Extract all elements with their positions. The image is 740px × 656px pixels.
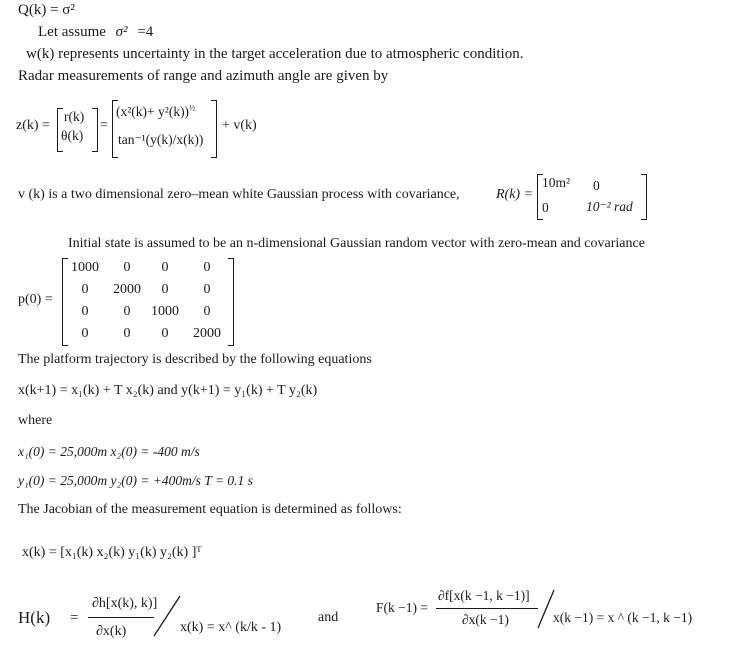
f-evaluation-point: x(k −1) = x ^ (k −1, k −1) — [553, 610, 693, 625]
f-denominator: ∂x(k −1) — [462, 612, 509, 627]
assume-line — [38, 24, 153, 41]
p0-cell: 0 — [123, 326, 131, 341]
p0-cell: 0 — [123, 260, 131, 275]
z-atan-expression: tan⁻¹(y(k)/x(k)) — [118, 132, 204, 147]
initial-state-description: Initial state is assumed to be an n-dimensional Gaussian random vector with zero-mean and covariance — [68, 236, 645, 251]
z-rhs-right-bracket — [211, 100, 217, 158]
p0-cell: 0 — [203, 260, 211, 275]
f-numerator: ∂f[x(k −1, k −1)] — [438, 588, 530, 603]
p0-cell: 2000 — [113, 282, 141, 297]
where-label: where — [18, 413, 53, 428]
r-matrix-right-bracket — [641, 174, 647, 220]
p0-cell: 0 — [81, 326, 89, 341]
z-vector-r: r(k) — [64, 109, 85, 124]
z-lhs: z(k) = — [16, 118, 50, 133]
p0-cell: 1000 — [71, 260, 99, 275]
h-evaluation-point: x(k) = x^ (k/k - 1) — [180, 620, 282, 635]
h-denominator: ∂x(k) — [96, 624, 127, 639]
h-evaluation-slash — [152, 594, 182, 638]
trajectory-equation: x(k+1) = x₁(k) + T x₂(k) and y(k+1) = y₁(k) + T y₂(k) — [18, 383, 318, 398]
r-matrix-r11: 10m² — [542, 175, 571, 190]
p0-cell: 0 — [81, 304, 89, 319]
p0-cell: 0 — [203, 304, 211, 319]
r-matrix-label: R(k) = — [496, 187, 534, 202]
initial-y-values: y₁(0) = 25,000m y₂(0) = +400m/s T = 0.1 s — [18, 473, 253, 488]
r-matrix-r12: 0 — [593, 178, 600, 193]
v-description: v (k) is a two dimensional zero–mean white Gaussian process with covariance, — [18, 187, 460, 202]
p0-cell: 0 — [161, 282, 169, 297]
q-definition: Q(k) = σ² — [18, 2, 75, 18]
f-fraction-bar — [436, 608, 538, 609]
assume-value: =4 — [137, 24, 154, 40]
f-lhs: F(k −1) = — [376, 600, 428, 615]
z-plus-v: + v(k) — [222, 118, 257, 133]
p0-cell: 1000 — [151, 304, 179, 319]
p0-cell: 0 — [161, 260, 169, 275]
h-equals: = — [70, 610, 79, 626]
p0-cell: 0 — [203, 282, 211, 297]
z-vector-right-bracket — [92, 108, 98, 152]
h-lhs: H(k) — [18, 608, 51, 627]
radar-description: Radar measurements of range and azimuth angle are given by — [18, 68, 389, 84]
r-matrix-r22: 10⁻² rad — [586, 199, 633, 214]
assume-sigma: σ² — [115, 24, 128, 40]
z-equals: = — [100, 118, 108, 133]
h-fraction-bar — [88, 617, 154, 618]
p0-cell: 0 — [123, 304, 131, 319]
initial-x-values: x₁(0) = 25,000m x₂(0) = -400 m/s — [18, 444, 200, 459]
z-root-expression: $(x^2(k)+ y^2(k))^{\frac{1}{2}}$ — [116, 103, 196, 119]
platform-description: The platform trajectory is described by the following equations — [18, 352, 372, 367]
r-matrix-r21: 0 — [542, 200, 549, 215]
jacobian-description: The Jacobian of the measurement equation is determined as follows: — [18, 502, 402, 517]
p0-label: p(0) = — [18, 292, 53, 307]
state-vector-equation: x(k) = [x₁(k) x₂(k) y₁(k) y₂(k) ]ᵀ — [22, 545, 202, 560]
and-word: and — [318, 610, 339, 625]
assume-prefix: Let assume — [38, 24, 106, 40]
p0-right-bracket — [228, 258, 234, 346]
p0-cell: 2000 — [193, 326, 221, 341]
w-description: w(k) represents uncertainty in the target acceleration due to atmospheric condition. — [26, 46, 524, 62]
h-numerator: ∂h[x(k), k)] — [92, 596, 158, 611]
p0-cell: 0 — [81, 282, 89, 297]
p0-cell: 0 — [161, 326, 169, 341]
z-vector-theta: θ(k) — [61, 128, 84, 143]
